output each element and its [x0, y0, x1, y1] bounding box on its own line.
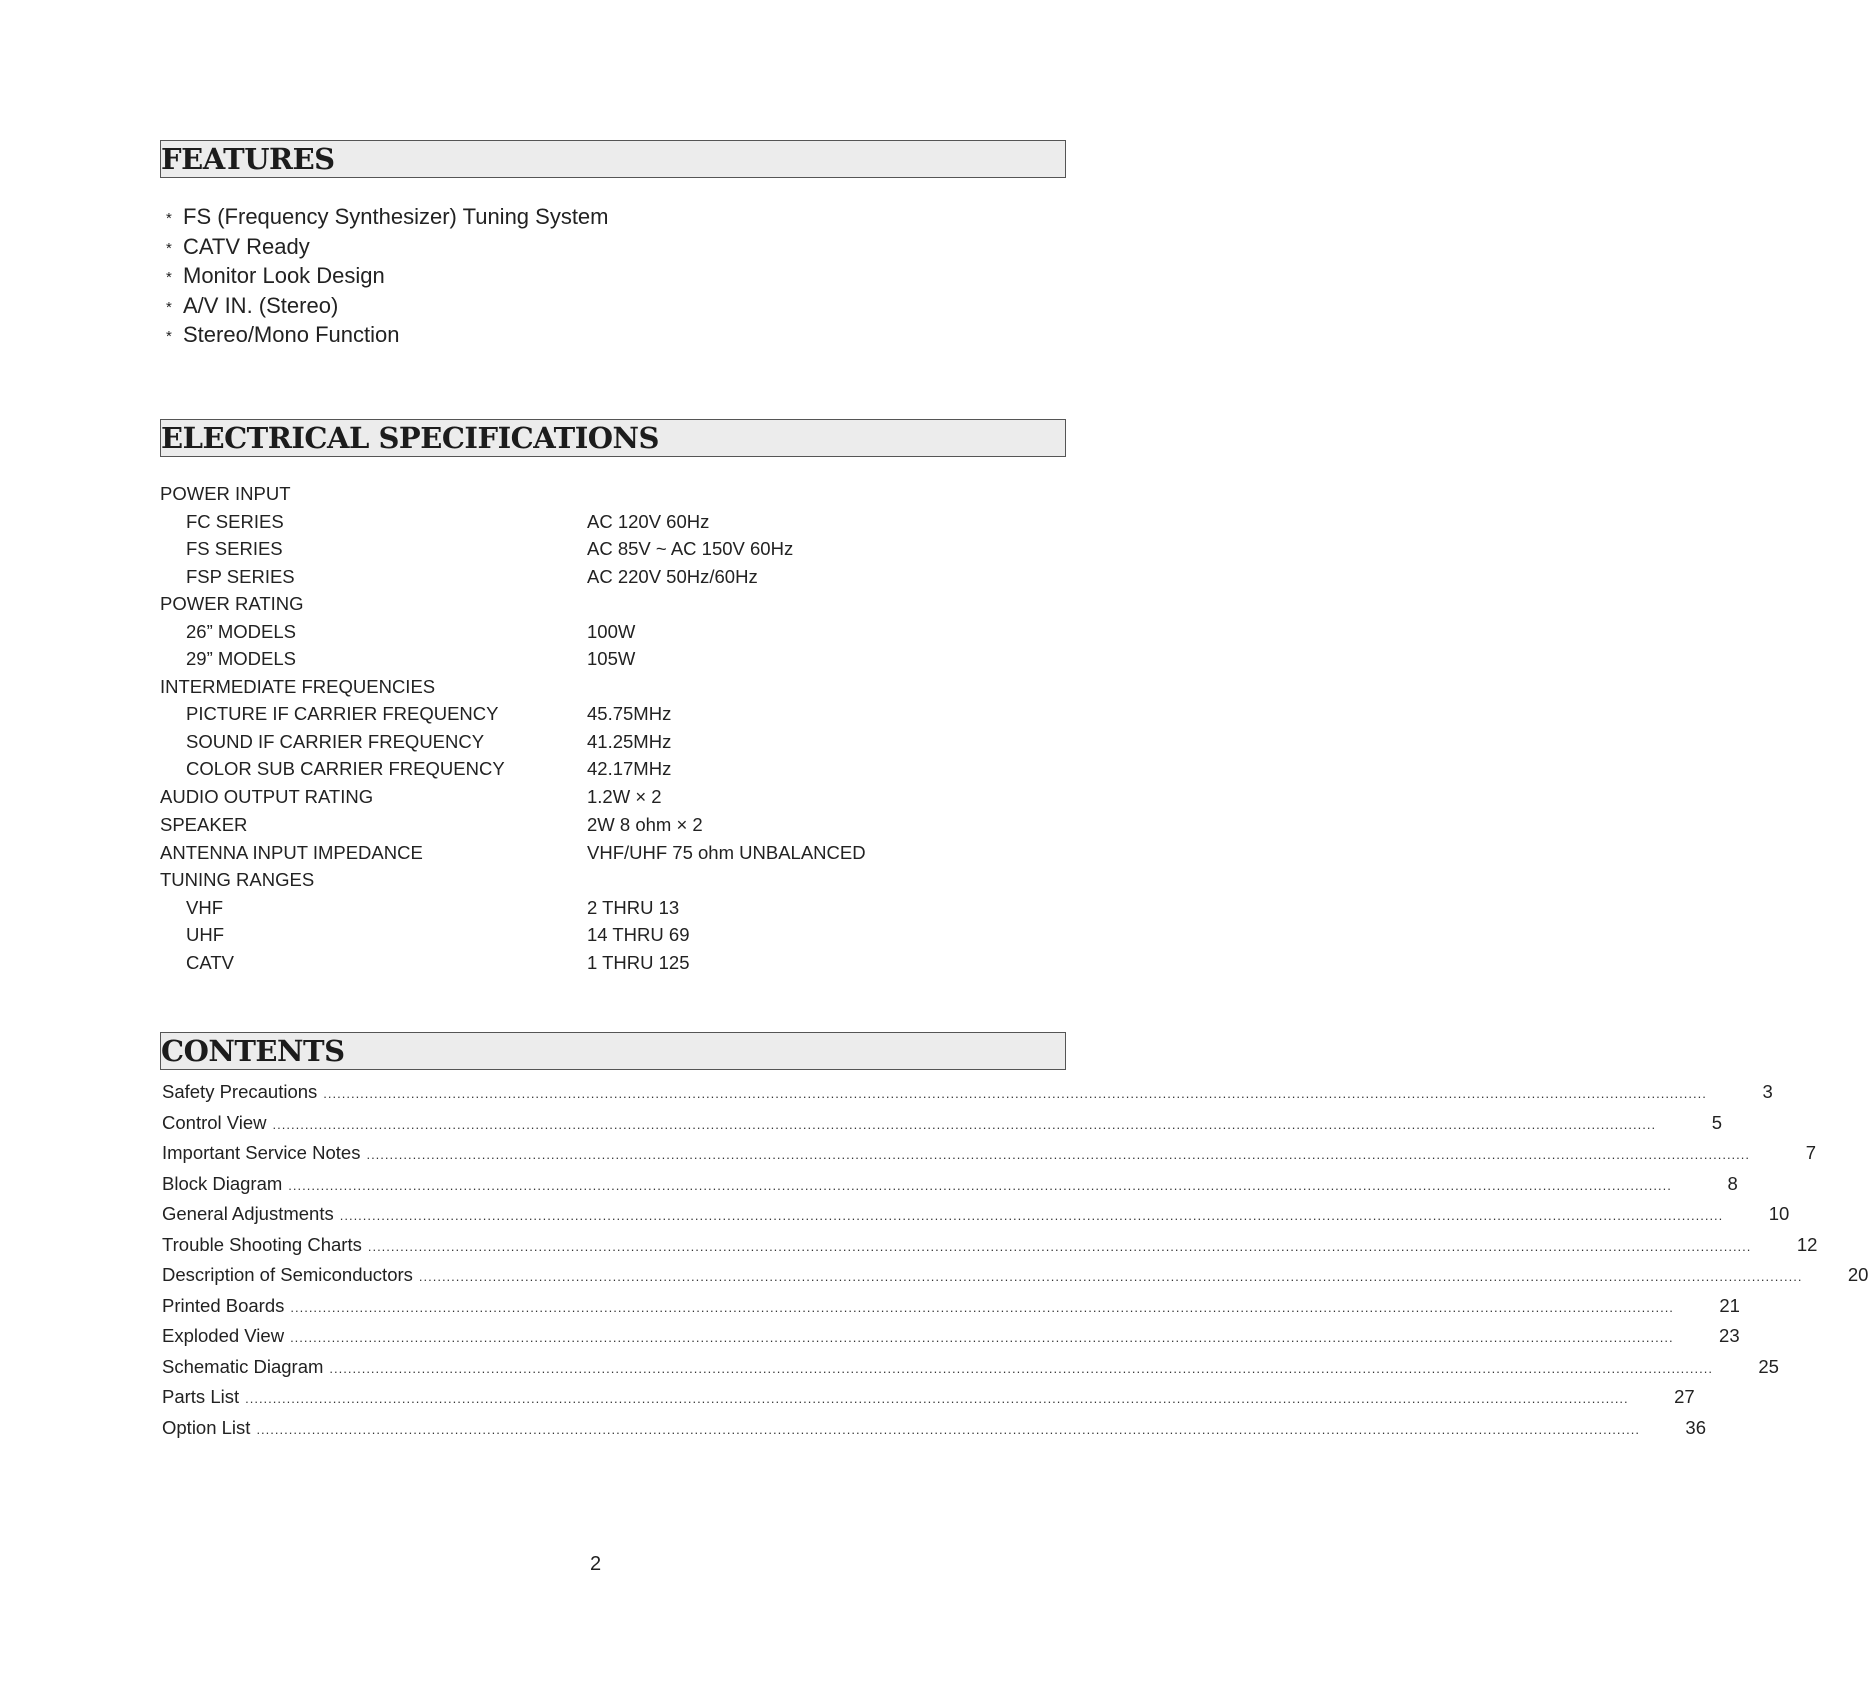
toc-entry: General Adjustments ............................................................................................................................................................................................................................................................................................................ 10	[162, 1199, 1062, 1229]
feature-item: * Monitor Look Design	[166, 261, 609, 291]
dot-leader: ............................................................................................................................................................................................................................................................................................................	[290, 1299, 1674, 1315]
toc-entry: Printed Boards ............................................................................................................................................................................................................................................................................................................ 21	[162, 1291, 1062, 1321]
dot-leader: ............................................................................................................................................................................................................................................................................................................	[288, 1177, 1672, 1193]
features-list	[166, 202, 609, 350]
dot-leader: ............................................................................................................................................................................................................................................................................................................	[329, 1360, 1713, 1376]
feature-item: * FS (Frequency Synthesizer) Tuning System	[166, 202, 609, 232]
toc-entry: Block Diagram ............................................................................................................................................................................................................................................................................................................ 8	[162, 1169, 1062, 1199]
toc-entry: Safety Precautions ............................................................................................................................................................................................................................................................................................................ 3	[162, 1077, 1062, 1107]
features-heading-text: FEATURES	[161, 142, 335, 176]
asterisk-bullet-icon: *	[166, 298, 172, 316]
toc-entry: Description of Semiconductors ............................................................................................................................................................................................................................................................................................................ 20	[162, 1260, 1062, 1290]
dot-leader: ............................................................................................................................................................................................................................................................................................................	[323, 1086, 1707, 1101]
specs-heading	[160, 419, 1066, 457]
dot-leader: ............................................................................................................................................................................................................................................................................................................	[339, 1208, 1724, 1223]
specs-heading-text: ELECTRICAL SPECIFICATIONS	[161, 421, 660, 455]
toc-entry: Schematic Diagram ............................................................................................................................................................................................................................................................................................................ 25	[162, 1352, 1062, 1382]
dot-leader: ............................................................................................................................................................................................................................................................................................................	[245, 1391, 1629, 1406]
dot-leader: ............................................................................................................................................................................................................................................................................................................	[290, 1330, 1674, 1345]
dot-leader: ............................................................................................................................................................................................................................................................................................................	[418, 1269, 1803, 1284]
asterisk-bullet-icon: *	[166, 269, 172, 286]
toc-entry: Trouble Shooting Charts ............................................................................................................................................................................................................................................................................................................ 12	[162, 1230, 1062, 1260]
feature-item: * Stereo/Mono Function	[166, 320, 609, 350]
feature-item: * A/V IN. (Stereo)	[166, 291, 609, 321]
toc-entry: Control View ............................................................................................................................................................................................................................................................................................................ 5	[162, 1108, 1062, 1138]
toc-entry: Option List ............................................................................................................................................................................................................................................................................................................ 36	[162, 1413, 1062, 1443]
dot-leader: ............................................................................................................................................................................................................................................................................................................	[256, 1421, 1640, 1437]
feature-item: * CATV Ready	[166, 232, 609, 262]
toc-entry: Exploded View ............................................................................................................................................................................................................................................................................................................ 23	[162, 1321, 1062, 1351]
contents-heading-text: CONTENTS	[161, 1034, 345, 1068]
dot-leader: ............................................................................................................................................................................................................................................................................................................	[272, 1116, 1657, 1132]
toc-entry: Important Service Notes ............................................................................................................................................................................................................................................................................................................ 7	[162, 1138, 1062, 1168]
toc-entry: Parts List ............................................................................................................................................................................................................................................................................................................ 27	[162, 1382, 1062, 1412]
asterisk-bullet-icon: *	[166, 239, 172, 257]
dot-leader: ............................................................................................................................................................................................................................................................................................................	[367, 1238, 1752, 1254]
asterisk-bullet-icon: *	[166, 210, 172, 227]
asterisk-bullet-icon: *	[166, 328, 172, 345]
features-heading	[160, 140, 1066, 178]
dot-leader: ............................................................................................................................................................................................................................................................................................................	[366, 1147, 1750, 1162]
contents-heading	[160, 1032, 1066, 1070]
page-number: 2	[589, 1553, 602, 1575]
